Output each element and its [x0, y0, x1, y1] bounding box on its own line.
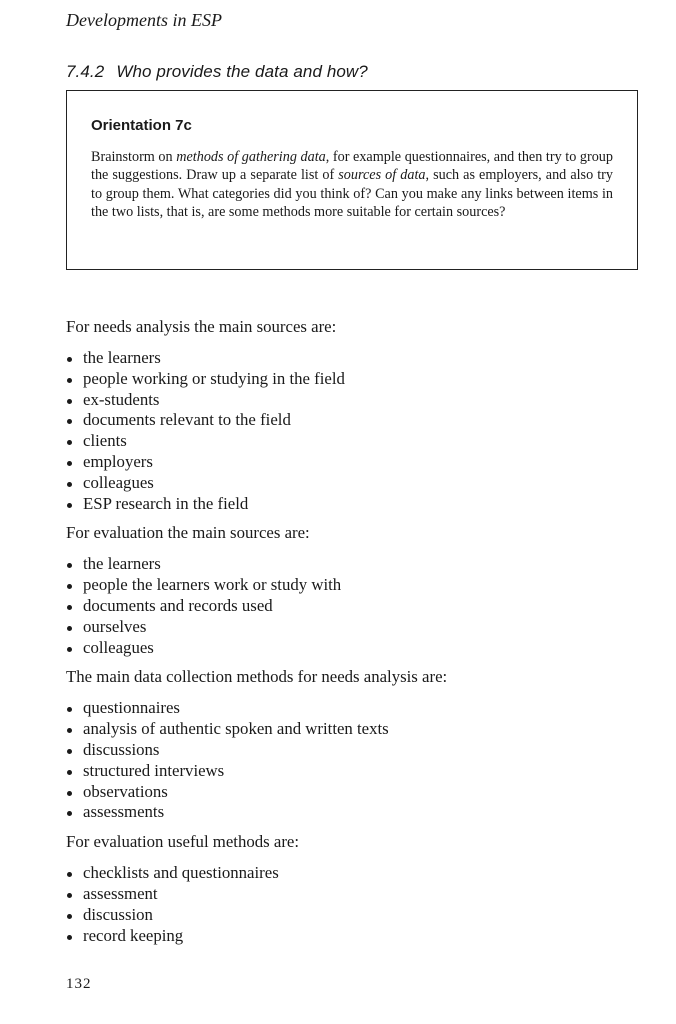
- list-item: the learners: [66, 348, 626, 369]
- list-item: checklists and questionnaires: [66, 863, 626, 884]
- list-item: colleagues: [66, 638, 626, 659]
- orientation-text: , such as employers, and also try to group them. What categories did you think of? Can you make any links between items in the two lists, that is, are some methods more suitable for certain sources?: [91, 167, 613, 220]
- list-item: colleagues: [66, 473, 626, 494]
- list-item: questionnaires: [66, 698, 626, 719]
- needs-analysis-methods-list: [66, 698, 626, 823]
- list-item: documents and records used: [66, 596, 626, 617]
- list-item: ex-students: [66, 390, 626, 411]
- list-item: analysis of authentic spoken and written texts: [66, 719, 626, 740]
- needs-analysis-sources-list: [66, 348, 626, 514]
- list-item: assessments: [66, 802, 626, 823]
- evaluation-sources-list: [66, 554, 626, 658]
- list-item: discussion: [66, 905, 626, 926]
- orientation-body: [91, 148, 613, 221]
- list-item: record keeping: [66, 926, 626, 947]
- orientation-text: Brainstorm on: [91, 149, 177, 165]
- list-item: documents relevant to the field: [66, 410, 626, 431]
- page-number: 132: [66, 976, 92, 992]
- evaluation-sources-intro: For evaluation the main sources are:: [66, 523, 310, 543]
- evaluation-methods-list: [66, 863, 626, 946]
- orientation-emphasis-sources: sources of data: [338, 167, 426, 184]
- list-item: the learners: [66, 554, 626, 575]
- list-item: discussions: [66, 740, 626, 761]
- list-item: assessment: [66, 884, 626, 905]
- list-item: employers: [66, 452, 626, 473]
- list-item: ESP research in the field: [66, 494, 626, 515]
- section-number: 7.4.2: [66, 62, 105, 81]
- evaluation-methods-intro: For evaluation useful methods are:: [66, 832, 300, 852]
- section-heading: [66, 62, 368, 82]
- orientation-text: , for example questionnaires, and then try to group the suggestions. Draw up a separate list of: [91, 149, 613, 184]
- needs-analysis-methods-intro: The main data collection methods for needs analysis are:: [66, 667, 448, 687]
- main-content: [66, 316, 626, 954]
- list-item: people working or studying in the field: [66, 369, 626, 390]
- section-title: Who provides the data and how?: [116, 62, 368, 81]
- list-item: structured interviews: [66, 761, 626, 782]
- orientation-title: Orientation 7c: [91, 117, 192, 134]
- needs-analysis-sources-intro: For needs analysis the main sources are:: [66, 317, 337, 336]
- orientation-box: [66, 90, 638, 270]
- list-item: observations: [66, 782, 626, 803]
- list-item: ourselves: [66, 617, 626, 638]
- list-item: clients: [66, 431, 626, 452]
- orientation-emphasis-methods: methods of gathering data: [176, 149, 326, 165]
- running-head: Developments in ESP: [66, 10, 222, 30]
- list-item: people the learners work or study with: [66, 575, 626, 596]
